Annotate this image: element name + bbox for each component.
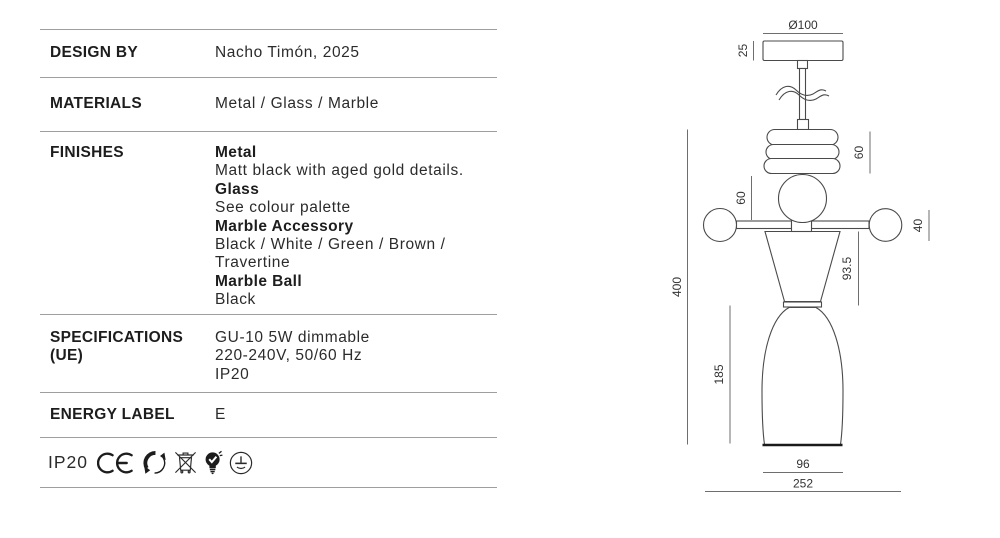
dim-label-total-width: 252 — [792, 476, 814, 491]
spec-table — [40, 29, 497, 488]
ceiling-canopy — [763, 41, 843, 61]
technical-drawing — [660, 0, 950, 538]
light-bulb-icon — [204, 450, 223, 476]
table-row-materials — [40, 77, 497, 131]
finish-line: Matt black with aged gold details. — [215, 162, 464, 180]
finish-line: Metal — [215, 144, 257, 161]
row-label: ENERGY LABEL — [50, 405, 175, 423]
row-label — [40, 329, 215, 392]
arm-ball-right — [869, 209, 902, 242]
finish-line: Travertine — [215, 254, 291, 272]
dim-label-stack-height: 60 — [852, 145, 866, 160]
label-line: (UE) — [50, 347, 84, 365]
table-row-certifications — [40, 437, 497, 487]
row-value: E — [215, 405, 226, 423]
cone-body — [765, 232, 840, 302]
certification-icons — [48, 449, 253, 476]
row-value — [215, 144, 497, 314]
glass-shade — [762, 308, 843, 445]
row-label: MATERIALS — [50, 95, 142, 113]
earth-ground-icon — [229, 451, 253, 475]
rod-lower-connector — [798, 120, 809, 130]
finish-line: Marble Ball — [215, 272, 303, 290]
table-row-finishes — [40, 131, 497, 314]
dim-label-shade-height: 185 — [712, 364, 726, 385]
finish-line: Black — [215, 291, 256, 309]
glass-ball — [779, 175, 827, 223]
spec-line: GU-10 5W dimmable — [215, 329, 370, 346]
dim-label-arm-ball: 40 — [911, 218, 925, 233]
dim-label-shade-width: 96 — [796, 457, 810, 471]
arm-ball-left — [704, 209, 737, 242]
row-value: Nacho Timón, 2025 — [215, 44, 360, 62]
table-row-design-by — [40, 29, 497, 77]
finish-line: Glass — [215, 180, 260, 198]
table-row-energy-label — [40, 392, 497, 437]
row-value: Metal / Glass / Marble — [215, 95, 379, 113]
recycle-icon — [143, 451, 167, 475]
finish-line: See colour palette — [215, 199, 351, 217]
stacked-discs — [764, 130, 840, 174]
dim-label-canopy-diameter: Ø100 — [788, 18, 818, 32]
cone-flange — [784, 302, 822, 307]
dim-label-total-height: 400 — [670, 276, 684, 298]
label-line: SPECIFICATIONS — [50, 329, 184, 346]
finish-line: Black / White / Green / Brown / — [215, 236, 446, 254]
ip-rating-text: IP20 — [48, 452, 88, 472]
row-label: FINISHES — [50, 144, 124, 161]
row-value — [215, 329, 497, 392]
ce-mark-icon — [97, 451, 137, 475]
row-label: DESIGN BY — [50, 44, 138, 62]
canopy-connector — [798, 61, 808, 69]
dim-label-ball-diameter: 60 — [734, 191, 748, 205]
spec-line: IP20 — [215, 365, 250, 383]
dim-label-cone-height: 93.5 — [840, 256, 854, 281]
spec-line: 220-240V, 50/60 Hz — [215, 347, 363, 365]
weee-bin-icon — [173, 449, 198, 476]
dim-label-canopy-height: 25 — [736, 43, 750, 58]
table-row-specifications — [40, 314, 497, 392]
finish-line: Marble Accessory — [215, 217, 354, 235]
